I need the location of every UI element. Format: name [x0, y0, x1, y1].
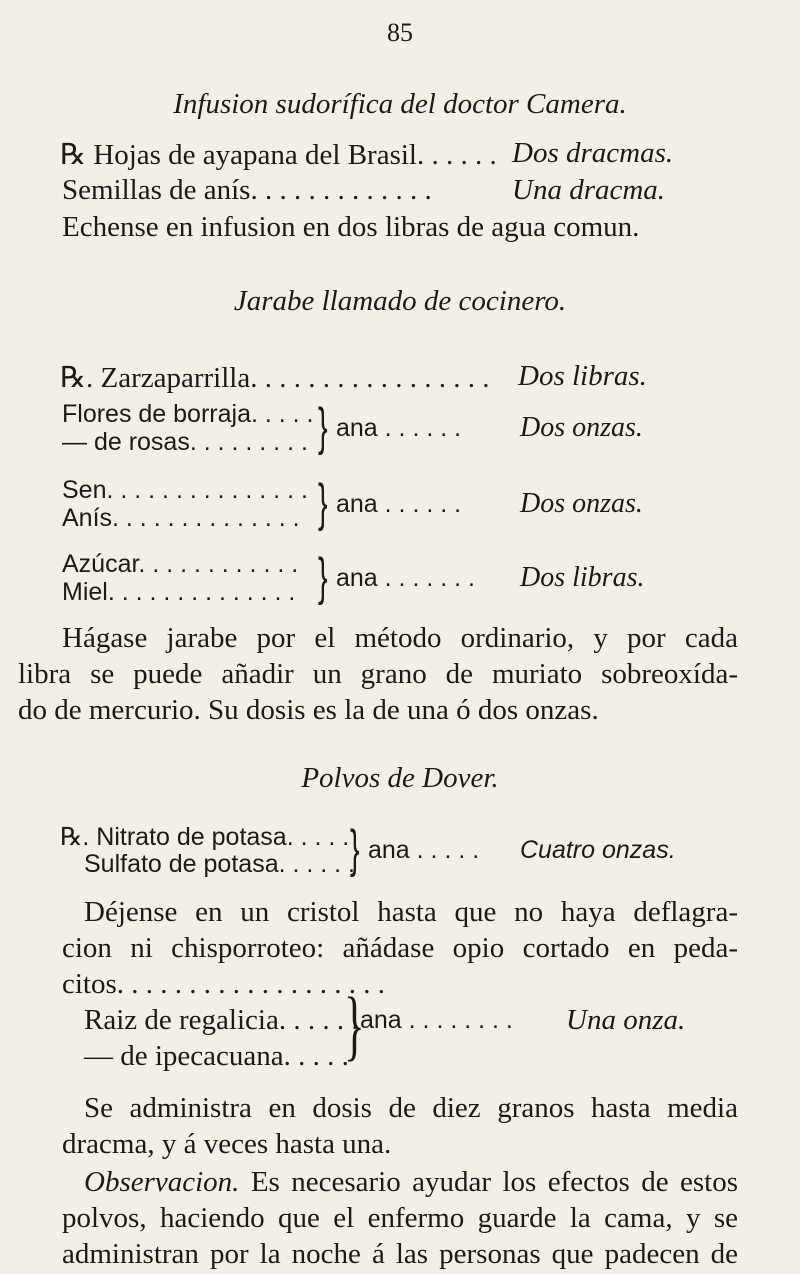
ingredient-label: Raiz de regalicia. . . . . . [84, 1004, 359, 1036]
ana-label: ana . . . . . . . . [360, 1006, 513, 1034]
ingredient-amount: Dos libras. [518, 360, 647, 392]
paragraph [62, 1090, 738, 1162]
ingredient-label: Sulfato de potasa. . . . . . [84, 850, 355, 878]
page-number: 85 [387, 18, 413, 47]
ingredient-label: Semillas de anís. . . . . . . . . . . . . [62, 174, 432, 206]
text-line: Hágase jarabe por el método ordinario, y por cada [62, 622, 738, 654]
brace-mark: } [318, 398, 328, 456]
ana-label: ana . . . . . . [336, 490, 462, 518]
ingredient-label: ℞ Hojas de ayapana del Brasil. . . . . . [60, 139, 497, 171]
ingredient-amount: Una onza. [566, 1004, 686, 1036]
text-line [84, 1164, 738, 1200]
brace-mark: } [344, 981, 365, 1068]
ingredient-group [0, 474, 800, 540]
section-title-polvos: Polvos de Dover. [301, 762, 499, 794]
ingredient-label: ℞. Nitrato de potasa. . . . . [60, 823, 350, 851]
paragraph [62, 894, 738, 966]
recipe-line [0, 174, 800, 210]
ingredient-label: citos. . . . . . . . . . . . . . . . . . . [62, 968, 386, 1000]
ingredient-amount: Una dracma. [512, 174, 666, 206]
ingredient-amount: Dos libras. [520, 562, 645, 593]
brace-mark: } [318, 474, 328, 532]
ingredient-label: — de rosas. . . . . . . . . [62, 428, 308, 456]
ingredient-amount: Dos dracmas. [512, 137, 674, 169]
ingredient-amount: Cuatro onzas. [520, 836, 676, 864]
ana-label: ana . . . . . . [336, 414, 462, 442]
text-line: polvos, haciendo que el enfermo guarde la cama, y se [62, 1202, 738, 1234]
ingredient-amount: Dos onzas. [520, 488, 643, 519]
text-line: Se administra en dosis de diez granos hasta media [84, 1092, 738, 1124]
text-line: do de mercurio. Su dosis es la de una ó dos onzas. [18, 694, 599, 726]
ingredient-label: Anís. . . . . . . . . . . . . . [62, 504, 300, 532]
section-title-infusion: Infusion sudorífica del doctor Camera. [173, 88, 627, 120]
ingredient-group [0, 398, 800, 464]
ingredient-group [0, 820, 800, 886]
ingredient-group [0, 548, 800, 614]
paragraph [18, 620, 738, 728]
text-line: dracma, y á veces hasta una. [62, 1128, 392, 1160]
text-line: administran por la noche á las personas que padecen de [62, 1238, 738, 1270]
text-line: Déjense en un cristol hasta que no haya deflagra- [84, 896, 738, 928]
ingredient-label: Flores de borraja. . . . . [62, 400, 314, 428]
brace-mark: } [318, 548, 328, 606]
ana-label: ana . . . . . . . [336, 564, 475, 592]
paragraph [62, 1164, 738, 1272]
ingredient-label: — de ipecacuana. . . . . [84, 1040, 349, 1072]
ana-label: ana . . . . . [368, 836, 480, 864]
section-title-jarabe: Jarabe llamado de cocinero. [233, 285, 567, 317]
ingredient-label: Sen. . . . . . . . . . . . . . . [62, 476, 308, 504]
text-line: libra se puede añadir un grano de muriato sobreoxída- [18, 658, 738, 690]
ingredient-label: ℞. Zarzaparrilla. . . . . . . . . . . . . . . . . [60, 362, 490, 394]
text-line: cion ni chisporroteo: añádase opio cortado en peda- [62, 932, 738, 964]
ingredient-amount: Dos onzas. [520, 412, 643, 443]
note-text: Echense en infusion en dos libras de agua comun. [62, 211, 640, 243]
recipe-line [0, 137, 800, 173]
brace-mark: } [350, 820, 360, 878]
recipe-note [0, 211, 800, 247]
ingredient-group [0, 968, 800, 1076]
recipe-line [0, 360, 800, 396]
observation-text: Es necesario ayudar los efectos de estos [239, 1166, 738, 1198]
ingredient-label: Miel. . . . . . . . . . . . . . [62, 578, 296, 606]
observation-label: Observacion. [84, 1166, 240, 1198]
ingredient-label: Azúcar. . . . . . . . . . . . [62, 550, 299, 578]
